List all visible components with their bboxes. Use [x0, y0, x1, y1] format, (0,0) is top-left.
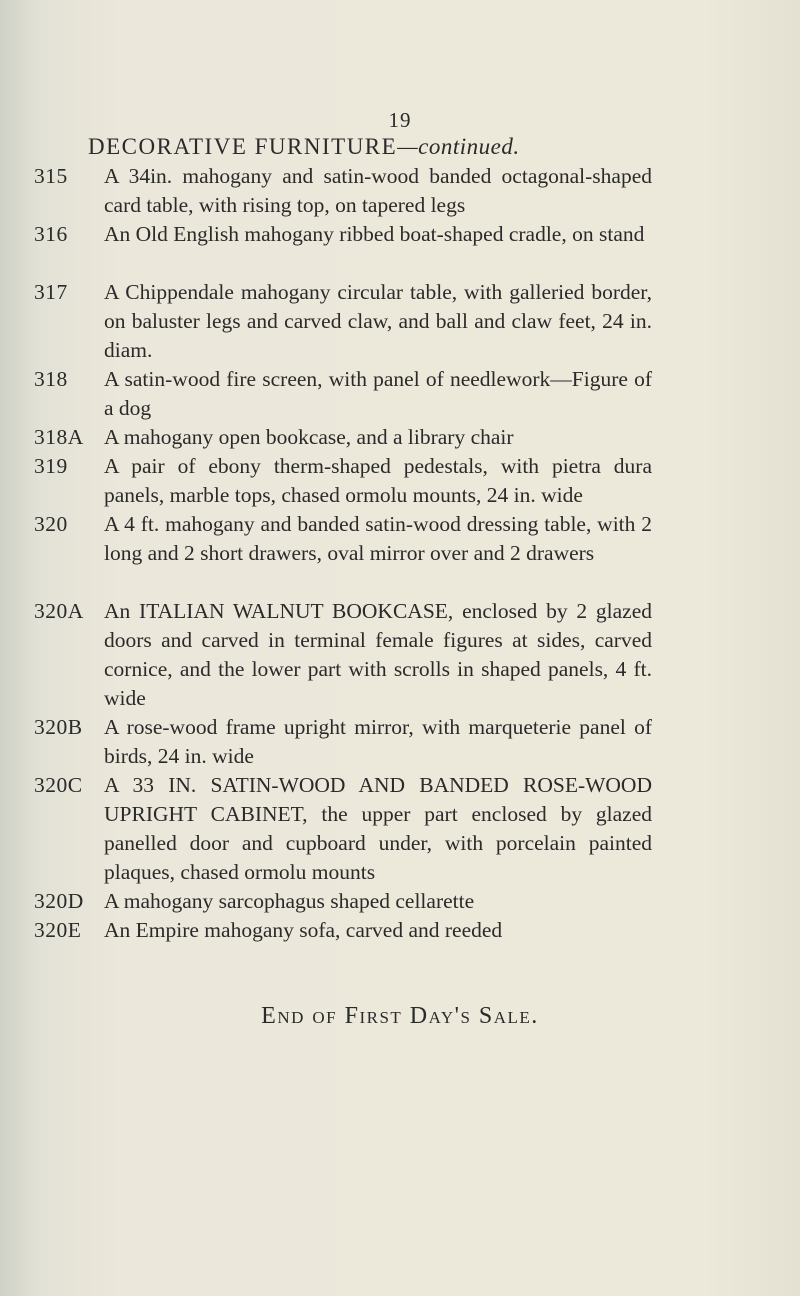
lot-number: 315 [34, 164, 68, 188]
lot-entry [0, 220, 800, 278]
lot-description: A satin-wood fire screen, with panel of needlework—Figure of a dog [104, 367, 652, 420]
lot-description: A mahogany sarcophagus shaped cellarette [104, 889, 475, 913]
lot-entry [0, 916, 800, 945]
lot-number: 319 [34, 454, 68, 478]
lot-entry [0, 510, 800, 597]
lot-description: An Empire mahogany sofa, carved and reeded [104, 918, 503, 942]
lot-number: 316 [34, 222, 68, 246]
lot-entry [0, 771, 800, 887]
section-heading [88, 134, 788, 160]
lot-number: 320C [34, 773, 83, 797]
lot-number: 318 [34, 367, 68, 391]
section-title: DECORATIVE FURNITURE [88, 134, 398, 159]
lot-list [0, 162, 800, 945]
lot-number: 320A [34, 599, 84, 623]
lot-number: 320B [34, 715, 83, 739]
lot-description: A 34in. mahogany and satin-wood banded octagonal-shaped card table, with rising top, on tapered legs [104, 164, 652, 217]
lot-number: 320E [34, 918, 82, 942]
lot-description: A Chippendale mahogany circular table, with galleried border, on baluster legs and carved claw, and ball and claw feet, 24 in. diam. [104, 280, 652, 362]
lot-description: An Old English mahogany ribbed boat-shaped cradle, on stand [104, 222, 645, 246]
end-of-sale-note: End of First Day's Sale. [261, 1003, 539, 1029]
page-number: 19 [388, 108, 412, 132]
lot-number: 318A [34, 425, 84, 449]
lot-entry [0, 278, 800, 365]
lot-number: 320 [34, 512, 68, 536]
section-continued: —continued. [397, 134, 520, 159]
lot-number: 320D [34, 889, 84, 913]
lot-description: An ITALIAN WALNUT BOOKCASE, enclosed by 2 glazed doors and carved in terminal female figures at sides, carved cornice, and the lower part with scrolls in shaped panels, 4 ft. wide [104, 599, 652, 710]
lot-entry [0, 365, 800, 423]
lot-entry [0, 423, 800, 452]
lot-entry [0, 713, 800, 771]
lot-description: A mahogany open bookcase, and a library chair [104, 425, 514, 449]
lot-entry [0, 162, 800, 220]
lot-description: A 4 ft. mahogany and banded satin-wood dressing table, with 2 long and 2 short drawers, oval mirror over and 2 drawers [104, 512, 652, 565]
lot-entry [0, 887, 800, 916]
lot-entry [0, 597, 800, 713]
lot-number: 317 [34, 280, 68, 304]
lot-description: A pair of ebony therm-shaped pedestals, with pietra dura panels, marble tops, chased ormolu mounts, 24 in. wide [104, 454, 652, 507]
lot-description: A rose-wood frame upright mirror, with marqueterie panel of birds, 24 in. wide [104, 715, 652, 768]
lot-entry [0, 452, 800, 510]
lot-description: A 33 IN. SATIN-WOOD AND BANDED ROSE-WOOD UPRIGHT CABINET, the upper part enclosed by glazed panelled door and cupboard under, with porcelain painted plaques, chased ormolu mounts [104, 773, 652, 884]
